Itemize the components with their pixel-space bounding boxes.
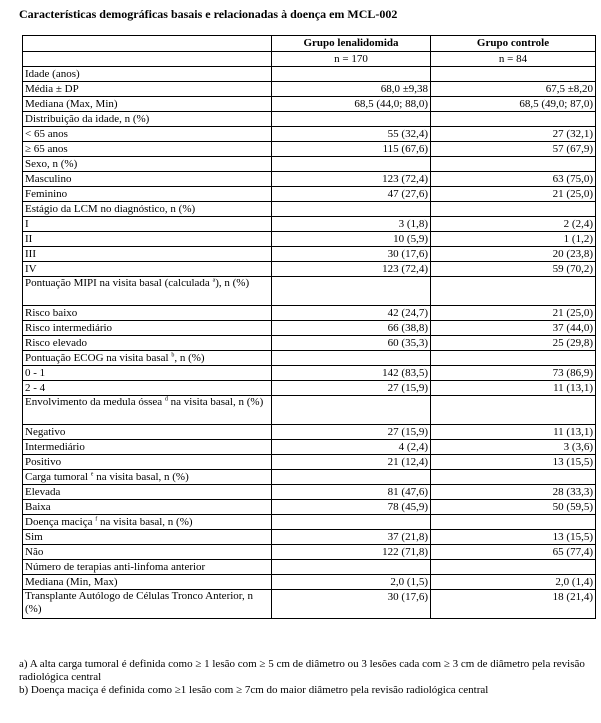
value-controle: 2 (2,4)	[431, 217, 596, 232]
footnote-marker: e	[90, 471, 94, 478]
value-controle	[431, 396, 596, 425]
table-row	[23, 97, 596, 112]
value-controle: 25 (29,8)	[431, 336, 596, 351]
value-controle	[431, 560, 596, 575]
subheader-cell-controle: n = 84	[431, 52, 596, 67]
table-title: Características demográficas basais e relacionadas à doença em MCL-002	[19, 7, 398, 21]
value-lenalidomida: 2,0 (1,5)	[272, 575, 431, 590]
footnote-marker: d	[164, 396, 168, 403]
value-controle: 2,0 (1,4)	[431, 575, 596, 590]
row-label-text: Envolvimento da medula óssea	[25, 396, 165, 408]
value-controle: 59 (70,2)	[431, 262, 596, 277]
value-lenalidomida: 4 (2,4)	[272, 440, 431, 455]
table-row	[23, 560, 596, 575]
table-row	[23, 202, 596, 217]
value-controle	[431, 202, 596, 217]
row-label	[23, 470, 272, 485]
row-label: Sim	[23, 530, 272, 545]
value-lenalidomida	[272, 67, 431, 82]
value-controle: 68,5 (49,0; 87,0)	[431, 97, 596, 112]
value-controle: 28 (33,3)	[431, 485, 596, 500]
value-lenalidomida: 21 (12,4)	[272, 455, 431, 470]
value-lenalidomida: 30 (17,6)	[272, 247, 431, 262]
table-row	[23, 530, 596, 545]
table-row	[23, 277, 596, 306]
value-controle: 21 (25,0)	[431, 187, 596, 202]
value-lenalidomida: 81 (47,6)	[272, 485, 431, 500]
row-label: Não	[23, 545, 272, 560]
value-controle: 57 (67,9)	[431, 142, 596, 157]
value-lenalidomida: 123 (72,4)	[272, 172, 431, 187]
subheader-row	[23, 52, 596, 67]
table-row	[23, 515, 596, 530]
value-lenalidomida: 142 (83,5)	[272, 366, 431, 381]
table-row	[23, 440, 596, 455]
table-row	[23, 351, 596, 366]
value-lenalidomida	[272, 396, 431, 425]
footnotes	[19, 658, 591, 697]
table-row	[23, 500, 596, 515]
value-controle: 11 (13,1)	[431, 381, 596, 396]
value-controle	[431, 470, 596, 485]
row-label: IV	[23, 262, 272, 277]
value-lenalidomida: 42 (24,7)	[272, 306, 431, 321]
value-lenalidomida: 27 (15,9)	[272, 381, 431, 396]
value-lenalidomida	[272, 515, 431, 530]
table-row	[23, 381, 596, 396]
value-controle: 50 (59,5)	[431, 500, 596, 515]
footnote-a: a) A alta carga tumoral é definida como ≥ 1 lesão com ≥ 5 cm de diâmetro ou 3 lesões cada com ≥ 3 cm de diâmetro pela revisão radiológica central	[19, 658, 585, 683]
row-label: Idade (anos)	[23, 67, 272, 82]
row-label: Risco intermediário	[23, 321, 272, 336]
row-label-text: , n (%)	[174, 352, 205, 364]
value-lenalidomida	[272, 351, 431, 366]
header-row	[23, 36, 596, 52]
row-label: Mediana (Min, Max)	[23, 575, 272, 590]
table-row	[23, 470, 596, 485]
value-lenalidomida: 115 (67,6)	[272, 142, 431, 157]
value-lenalidomida	[272, 560, 431, 575]
value-controle: 13 (15,5)	[431, 530, 596, 545]
table-row	[23, 232, 596, 247]
value-controle: 3 (3,6)	[431, 440, 596, 455]
table-row	[23, 396, 596, 425]
value-lenalidomida: 122 (71,8)	[272, 545, 431, 560]
row-label: Intermediário	[23, 440, 272, 455]
row-label-text: na visita basal, n (%)	[97, 516, 193, 528]
value-lenalidomida: 68,0 ±9,38	[272, 82, 431, 97]
value-controle: 67,5 ±8,20	[431, 82, 596, 97]
row-label: III	[23, 247, 272, 262]
value-controle	[431, 157, 596, 172]
row-label: 2 - 4	[23, 381, 272, 396]
subheader-cell-lenalidomida: n = 170	[272, 52, 431, 67]
value-lenalidomida: 27 (15,9)	[272, 425, 431, 440]
row-label: II	[23, 232, 272, 247]
table-row	[23, 336, 596, 351]
value-controle: 18 (21,4)	[431, 590, 596, 619]
row-label-text: Pontuação MIPI na visita basal (calculada	[25, 277, 213, 289]
value-controle	[431, 515, 596, 530]
row-label	[23, 396, 272, 425]
table-row	[23, 425, 596, 440]
row-label: Feminino	[23, 187, 272, 202]
table-row	[23, 112, 596, 127]
row-label: Média ± DP	[23, 82, 272, 97]
footnote-marker: a	[212, 277, 216, 284]
table-row	[23, 82, 596, 97]
table-row	[23, 321, 596, 336]
value-lenalidomida	[272, 112, 431, 127]
row-label: Elevada	[23, 485, 272, 500]
value-lenalidomida	[272, 470, 431, 485]
row-label	[23, 277, 272, 306]
value-controle: 20 (23,8)	[431, 247, 596, 262]
row-label: I	[23, 217, 272, 232]
row-label: < 65 anos	[23, 127, 272, 142]
table-row	[23, 187, 596, 202]
footnote-marker: f	[95, 516, 98, 523]
row-label-text: Carga tumoral	[25, 471, 91, 483]
value-lenalidomida: 47 (27,6)	[272, 187, 431, 202]
table-row	[23, 262, 596, 277]
row-label: Masculino	[23, 172, 272, 187]
table-body	[23, 36, 596, 619]
value-lenalidomida	[272, 157, 431, 172]
table-row	[23, 545, 596, 560]
value-lenalidomida: 78 (45,9)	[272, 500, 431, 515]
table-row	[23, 366, 596, 381]
value-lenalidomida: 60 (35,3)	[272, 336, 431, 351]
table-row	[23, 590, 596, 619]
value-controle	[431, 277, 596, 306]
row-label: Risco baixo	[23, 306, 272, 321]
row-label: ≥ 65 anos	[23, 142, 272, 157]
value-lenalidomida: 66 (38,8)	[272, 321, 431, 336]
row-label: Risco elevado	[23, 336, 272, 351]
row-label: Número de terapias anti-linfoma anterior	[23, 560, 272, 575]
row-label: Mediana (Max, Min)	[23, 97, 272, 112]
row-label: Positivo	[23, 455, 272, 470]
row-label-text: na visita basal, n (%)	[93, 471, 189, 483]
value-lenalidomida: 55 (32,4)	[272, 127, 431, 142]
header-cell-lenalidomida: Grupo lenalidomida	[272, 36, 431, 52]
row-label-text: Doença maciça	[25, 516, 96, 528]
value-controle: 11 (13,1)	[431, 425, 596, 440]
row-label: Baixa	[23, 500, 272, 515]
table-row	[23, 485, 596, 500]
row-label: Negativo	[23, 425, 272, 440]
row-label-text: Pontuação ECOG na visita basal	[25, 352, 172, 364]
table-row	[23, 455, 596, 470]
table-row	[23, 575, 596, 590]
value-controle: 1 (1,2)	[431, 232, 596, 247]
row-label: Transplante Autólogo de Células Tronco Anterior, n (%)	[23, 590, 272, 619]
header-cell-controle: Grupo controle	[431, 36, 596, 52]
header-cell-label	[23, 36, 272, 52]
value-lenalidomida: 68,5 (44,0; 88,0)	[272, 97, 431, 112]
row-label: 0 - 1	[23, 366, 272, 381]
row-label: Sexo, n (%)	[23, 157, 272, 172]
value-controle: 27 (32,1)	[431, 127, 596, 142]
value-lenalidomida: 3 (1,8)	[272, 217, 431, 232]
footnote-b: b) Doença maciça é definida como ≥1 lesão com ≥ 7cm do maior diâmetro pela revisão radiológica central	[19, 684, 489, 696]
footnote-marker: b	[171, 352, 175, 359]
value-controle	[431, 112, 596, 127]
row-label: Distribuição da idade, n (%)	[23, 112, 272, 127]
value-lenalidomida: 10 (5,9)	[272, 232, 431, 247]
value-controle: 63 (75,0)	[431, 172, 596, 187]
demographics-table	[22, 35, 596, 619]
row-label: Estágio da LCM no diagnóstico, n (%)	[23, 202, 272, 217]
row-label-text: ), n (%)	[215, 277, 250, 289]
value-controle: 37 (44,0)	[431, 321, 596, 336]
table-row	[23, 306, 596, 321]
value-controle	[431, 67, 596, 82]
value-lenalidomida	[272, 277, 431, 306]
table-row	[23, 172, 596, 187]
value-controle: 13 (15,5)	[431, 455, 596, 470]
row-label	[23, 515, 272, 530]
subheader-cell-label	[23, 52, 272, 67]
value-controle: 21 (25,0)	[431, 306, 596, 321]
value-controle	[431, 351, 596, 366]
value-controle: 73 (86,9)	[431, 366, 596, 381]
value-controle: 65 (77,4)	[431, 545, 596, 560]
table-row	[23, 127, 596, 142]
table-row	[23, 67, 596, 82]
value-lenalidomida	[272, 202, 431, 217]
table-row	[23, 157, 596, 172]
table-row	[23, 142, 596, 157]
table-row	[23, 217, 596, 232]
value-lenalidomida: 123 (72,4)	[272, 262, 431, 277]
row-label	[23, 351, 272, 366]
value-lenalidomida: 37 (21,8)	[272, 530, 431, 545]
value-lenalidomida: 30 (17,6)	[272, 590, 431, 619]
row-label-text: na visita basal, n (%)	[167, 396, 264, 408]
table-row	[23, 247, 596, 262]
